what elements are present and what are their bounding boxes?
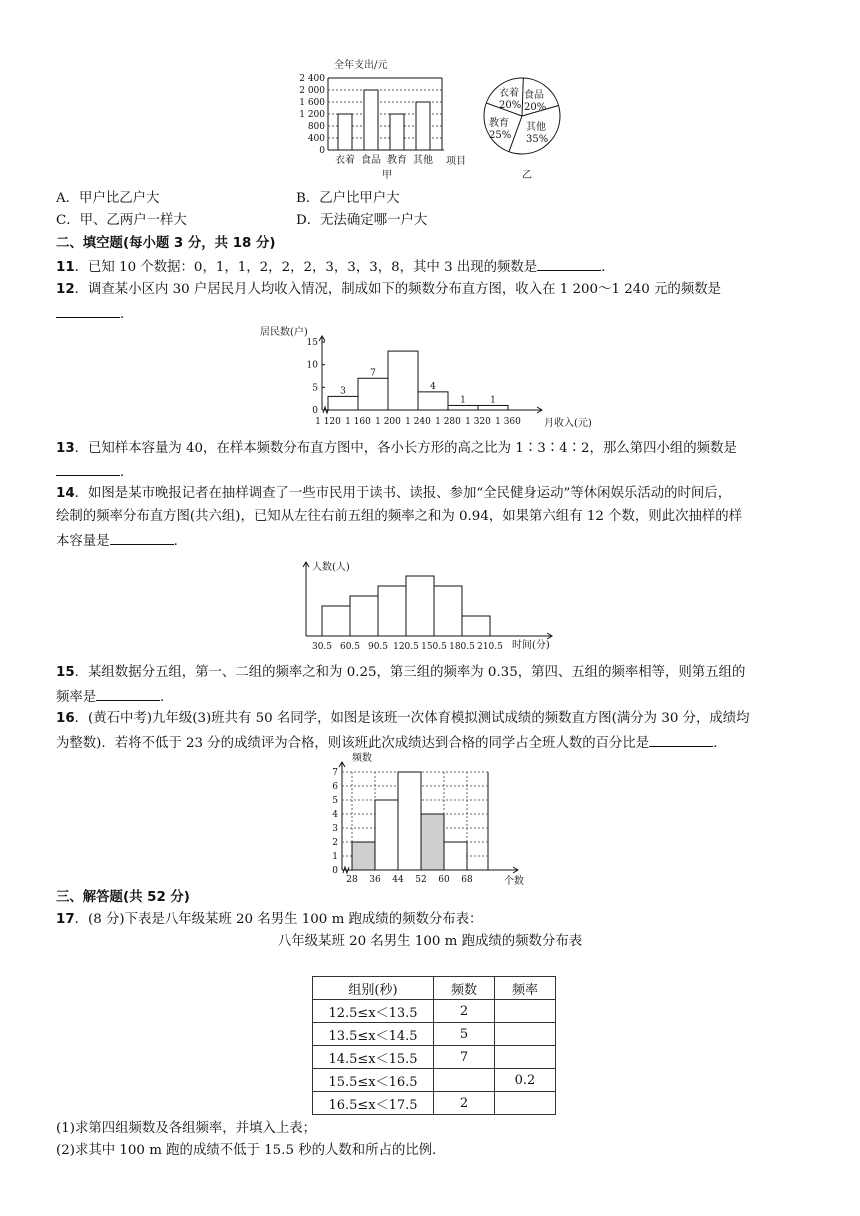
table-cell: 16.5≤x＜17.5	[313, 1092, 434, 1115]
sports-bar	[444, 842, 467, 870]
pie-label-clothing: 衣着	[499, 88, 519, 99]
expense-y-tick-label: 800	[307, 122, 325, 132]
table-row	[313, 1046, 556, 1069]
income-bar-label: 1	[490, 395, 496, 406]
table-cell: 0.2	[495, 1069, 556, 1092]
question-14	[56, 484, 731, 504]
table-header-cell: 频数	[434, 977, 495, 1000]
q14-line3-text: 本容量是	[56, 534, 110, 549]
expense-x-tick-label: 衣着	[335, 155, 355, 166]
income-y-tick-label: 10	[306, 360, 318, 371]
expense-bar	[416, 102, 430, 150]
section-3-heading: 三、解答题(共 52 分)	[56, 890, 190, 905]
sports-x-tick-label: 28	[346, 875, 358, 885]
q10-option-c: C．甲、乙两户一样大	[56, 213, 187, 228]
leisure-bar	[462, 616, 490, 636]
expense-x-axis-label: 项目	[446, 156, 466, 167]
leisure-x-tick-label: 60.5	[339, 642, 361, 652]
sports-x-tick-label: 44	[392, 875, 404, 885]
expense-bar	[390, 114, 404, 150]
pie-pct-food: 20%	[524, 102, 547, 113]
expense-x-tick-label: 教育	[387, 155, 407, 166]
leisure-bar	[378, 586, 406, 636]
table-cell	[495, 1092, 556, 1115]
sports-bar	[352, 842, 375, 870]
income-y-tick-label: 0	[312, 406, 318, 416]
q15-number: 15	[56, 665, 75, 680]
expense-y-tick-label: 2 400	[299, 74, 325, 84]
sports-bar	[421, 814, 444, 870]
sports-axis-break	[343, 867, 349, 873]
question-16	[56, 709, 750, 729]
q14-line1: ．如图是某市晚报记者在抽样调查了一些市民用于读书、读报、参加“全民健身运动”等休闲娱乐活动的时间后，	[74, 486, 732, 501]
income-bar-label: 7	[370, 368, 376, 379]
q16-line1: ．(黄石中考)九年级(3)班共有 50 名同学，如图是该班一次体育模拟测试成绩的频数直方图(满分为 30 分，成绩均	[74, 711, 750, 726]
expense-y-tick-label: 2 000	[299, 86, 325, 96]
expense-y-tick-label: 1 600	[299, 98, 325, 108]
pie-label-food: 食品	[524, 90, 544, 101]
question-13	[56, 439, 737, 459]
q13-end: ．	[120, 465, 134, 480]
q13-text: ．已知样本容量为 40，在样本频数分布直方图中，各小长方形的高之比为 1∶3∶4∶2，那么第四小组的频数是	[74, 441, 737, 456]
pie-label-other: 其他	[526, 122, 546, 133]
leisure-bar	[322, 606, 350, 636]
sports-x-tick-label: 68	[461, 875, 473, 885]
sports-x-tick-label: 52	[415, 875, 427, 885]
expense-pie-chart	[480, 74, 570, 184]
expense-y-tick-label: 0	[319, 146, 325, 156]
table-cell	[495, 1023, 556, 1046]
sports-y-tick-label: 4	[332, 810, 338, 820]
table-header-cell: 组别(秒)	[313, 977, 434, 1000]
q11-answer-blank	[537, 256, 601, 271]
income-x-tick-label: 1 200	[375, 417, 401, 427]
q17-number: 17	[56, 912, 75, 927]
leisure-x-tick-label: 120.5	[393, 642, 419, 652]
leisure-x-tick-label: 150.5	[421, 642, 447, 652]
expense-x-tick-label: 食品	[361, 155, 381, 166]
expense-x-tick-label: 其他	[413, 155, 433, 166]
income-x-tick-label: 1 280	[435, 417, 461, 427]
income-histogram	[260, 322, 640, 432]
sports-x-tick-label: 36	[369, 875, 381, 885]
q11-end: ．	[601, 260, 615, 275]
expense-y-tick-label: 1 200	[299, 110, 325, 120]
q14-end: ．	[173, 534, 187, 549]
q15-line2-text: 频率是	[56, 690, 97, 705]
q15-answer-blank	[96, 686, 160, 701]
question-17	[56, 910, 482, 930]
q15-end: ．	[160, 690, 174, 705]
q10-option-a: A．甲户比乙户大	[56, 191, 160, 206]
leisure-x-tick-label: 30.5	[311, 642, 333, 652]
q10-option-b: B．乙户比甲户大	[296, 191, 400, 206]
q13-number: 13	[56, 441, 75, 456]
income-bar	[478, 405, 508, 410]
expense-bar	[338, 114, 352, 150]
leisure-x-axis-label: 时间(分)	[512, 640, 550, 651]
income-bar	[388, 351, 418, 410]
sports-y-tick-label: 3	[332, 824, 338, 834]
sports-bar	[375, 800, 398, 870]
pie-pct-clothing: 20%	[499, 100, 522, 111]
table-row	[313, 1023, 556, 1046]
table-row	[313, 1092, 556, 1115]
q15-line1: ．某组数据分五组，第一、二组的频率之和为 0.25，第三组的频率为 0.35，第四、五组的频率相等，则第五组的	[74, 665, 746, 680]
q17-table-title: 八年级某班 20 名男生 100 m 跑成绩的频数分布表	[277, 934, 583, 949]
table-cell: 7	[434, 1046, 495, 1069]
table-row	[313, 1000, 556, 1023]
q16-end: ．	[713, 736, 727, 751]
leisure-x-tick-label: 90.5	[367, 642, 389, 652]
q16-answer-blank	[649, 732, 713, 747]
income-bar	[418, 392, 448, 410]
income-bar-label: 1	[460, 395, 466, 406]
sports-y-tick-label: 6	[332, 782, 338, 792]
pie-caption: 乙	[522, 170, 532, 181]
sports-bar	[398, 772, 421, 870]
question-15	[56, 663, 745, 683]
sports-y-tick-label: 0	[332, 866, 338, 876]
table-row	[313, 1069, 556, 1092]
leisure-y-title: 人数(人)	[312, 562, 350, 573]
pie-label-education: 教育	[489, 118, 509, 129]
q17-sub1: (1)求第四组频数及各组频率，并填入上表；	[56, 1121, 316, 1136]
sports-y-title: 频数	[352, 753, 372, 764]
expense-caption: 甲	[382, 170, 392, 181]
q14-line3	[56, 530, 187, 552]
table-cell: 14.5≤x＜15.5	[313, 1046, 434, 1069]
table-header-cell: 频率	[495, 977, 556, 1000]
q11-number: 11	[56, 260, 75, 275]
q16-line2-text: 为整数)．若将不低于 23 分的成绩评为合格，则该班此次成绩达到合格的同学占全班人数的百分比是	[56, 736, 650, 751]
pie-pct-other: 35%	[526, 134, 549, 145]
income-x-tick-label: 1 120	[315, 417, 341, 427]
leisure-x-tick-label: 210.5	[477, 642, 503, 652]
expense-y-title: 全年支出/元	[334, 60, 388, 71]
q11-text: ．已知 10 个数据：0，1，1，2，2，2，3，3，3，8，其中 3 出现的频数是	[74, 260, 538, 275]
q10-option-d: D．无法确定哪一户大	[296, 213, 428, 228]
q12-line2	[56, 303, 133, 325]
q13-answer-blank	[56, 461, 120, 476]
table-cell: 5	[434, 1023, 495, 1046]
q14-number: 14	[56, 486, 75, 501]
question-11	[56, 256, 615, 278]
leisure-bar	[434, 586, 462, 636]
income-bar	[328, 396, 358, 410]
q16-number: 16	[56, 711, 75, 726]
table-cell	[495, 1000, 556, 1023]
income-x-tick-label: 1 360	[495, 417, 521, 427]
q14-answer-blank	[110, 530, 174, 545]
table-header-row	[313, 977, 556, 1000]
pie-pct-education: 25%	[489, 130, 512, 141]
expense-bar-chart	[290, 54, 480, 184]
q14-line2: 绘制的频率分布直方图(共六组)，已知从左往右前五组的频率之和为 0.94，如果第六组有 12 个数，则此次抽样的样	[56, 509, 743, 524]
table-cell: 12.5≤x＜13.5	[313, 1000, 434, 1023]
section-2-heading: 二、填空题(每小题 3 分，共 18 分)	[56, 236, 276, 251]
q12-text: ．调查某小区内 30 户居民月人均收入情况，制成如下的频数分布直方图，收入在 1 200～1 240 元的频数是	[74, 282, 721, 297]
expense-bar	[364, 90, 378, 150]
sports-x-axis-label: 个数	[504, 876, 524, 887]
income-x-tick-label: 1 160	[345, 417, 371, 427]
sports-y-tick-label: 1	[332, 852, 338, 862]
q17-sub2: (2)求其中 100 m 跑的成绩不低于 15.5 秒的人数和所占的比例．	[56, 1143, 446, 1158]
leisure-histogram	[300, 556, 570, 656]
sports-histogram	[320, 748, 540, 888]
q12-answer-blank	[56, 303, 120, 318]
leisure-bar	[350, 596, 378, 636]
question-12	[56, 280, 721, 300]
income-x-axis-label: 月收入(元)	[544, 418, 592, 429]
sports-y-tick-label: 7	[332, 768, 338, 778]
income-bar-label: 3	[340, 386, 346, 397]
table-cell	[495, 1046, 556, 1069]
table-cell: 2	[434, 1000, 495, 1023]
income-y-tick-label: 15	[306, 338, 318, 348]
q13-line2	[56, 461, 133, 483]
sports-y-tick-label: 5	[332, 796, 338, 806]
income-y-tick-label: 5	[312, 383, 318, 394]
q15-line2	[56, 686, 174, 708]
frequency-table	[312, 976, 556, 1115]
table-cell: 13.5≤x＜14.5	[313, 1023, 434, 1046]
income-x-tick-label: 1 240	[405, 417, 431, 427]
income-bar	[448, 405, 478, 410]
income-bar	[358, 378, 388, 410]
sports-x-tick-label: 60	[438, 875, 450, 885]
sports-y-tick-label: 2	[332, 838, 338, 848]
income-x-tick-label: 1 320	[465, 417, 491, 427]
table-cell: 2	[434, 1092, 495, 1115]
q17-text: ．(8 分)下表是八年级某班 20 名男生 100 m 跑成绩的频数分布表：	[74, 912, 483, 927]
q12-number: 12	[56, 282, 75, 297]
table-cell: 15.5≤x＜16.5	[313, 1069, 434, 1092]
leisure-x-tick-label: 180.5	[449, 642, 475, 652]
table-cell	[434, 1069, 495, 1092]
leisure-bar	[406, 576, 434, 636]
income-y-title: 居民数(户)	[260, 327, 308, 338]
income-bar-label: 4	[430, 381, 436, 392]
q12-end: ．	[120, 307, 134, 322]
expense-y-tick-label: 400	[307, 134, 325, 144]
